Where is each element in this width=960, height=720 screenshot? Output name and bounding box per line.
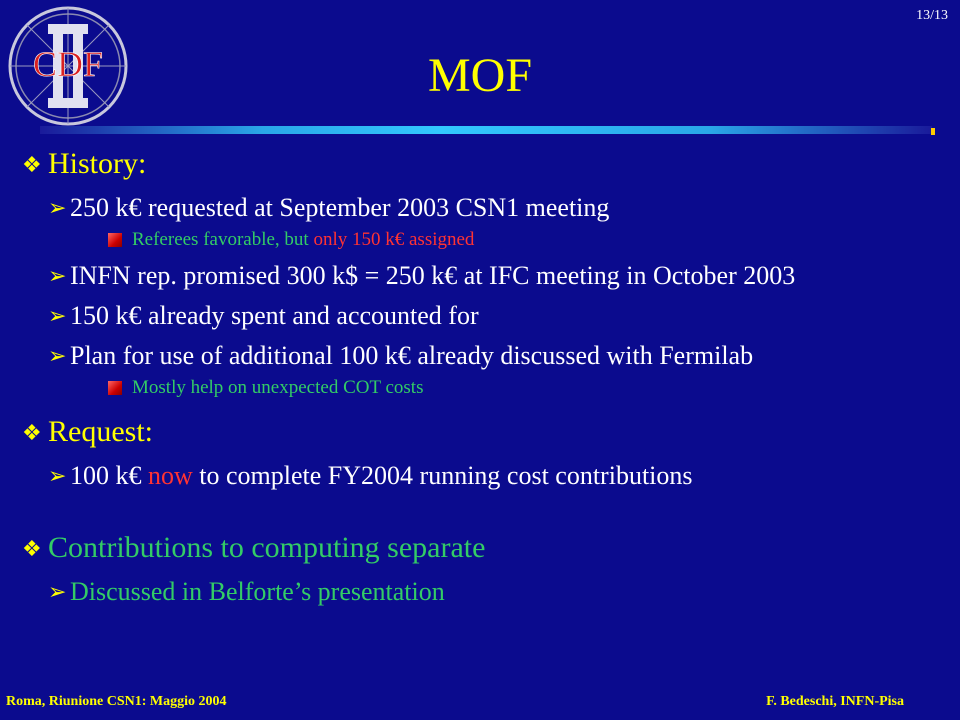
- divider-end-mark: [931, 128, 935, 135]
- spacer: [22, 492, 942, 524]
- history-sub-referees: [108, 228, 942, 252]
- bullet-history: [22, 146, 942, 184]
- footer-left: Roma, Riunione CSN1: Maggio 2004: [6, 694, 227, 709]
- sub-text: Mostly help on unexpected COT costs: [132, 377, 424, 398]
- history-item-spent: [48, 300, 942, 332]
- computing-item: [48, 576, 942, 608]
- slide-body: [22, 140, 942, 608]
- history-item-text: 150 k€ already spent and accounted for: [70, 301, 479, 330]
- bullet-computing-label: Contributions to computing separate: [48, 531, 486, 564]
- request-text-now: now: [148, 461, 193, 490]
- history-item-request: [48, 192, 942, 224]
- logo-text: CDF: [32, 44, 104, 84]
- sub-text: Referees favorable, but: [132, 229, 314, 250]
- request-text-c: to complete FY2004 running cost contributions: [192, 461, 693, 490]
- arrow-bullet-icon: ➢: [48, 303, 67, 328]
- bullet-computing: [22, 530, 942, 568]
- history-sub-cot: [108, 376, 942, 400]
- slide-title: MOF: [427, 49, 533, 102]
- arrow-bullet-icon: ➢: [48, 579, 67, 604]
- diamond-bullet-icon: ❖: [22, 536, 42, 561]
- history-item-text: Plan for use of additional 100 k€ already discussed with Fermilab: [70, 341, 754, 370]
- request-item: [48, 460, 942, 492]
- square-bullet-icon: [108, 233, 122, 247]
- title-divider: [40, 126, 932, 134]
- footer-right: F. Bedeschi, INFN-Pisa: [766, 694, 904, 709]
- bullet-history-label: History:: [48, 147, 147, 180]
- bullet-request-label: Request:: [48, 415, 153, 448]
- diamond-bullet-icon: ❖: [22, 152, 42, 177]
- bullet-request: [22, 414, 942, 452]
- computing-item-text: Discussed in Belforte’s presentation: [70, 577, 445, 606]
- arrow-bullet-icon: ➢: [48, 195, 67, 220]
- arrow-bullet-icon: ➢: [48, 463, 67, 488]
- arrow-bullet-icon: ➢: [48, 343, 67, 368]
- arrow-bullet-icon: ➢: [48, 263, 67, 288]
- history-item-text: INFN rep. promised 300 k$ = 250 k€ at IFC meeting in October 2003: [70, 261, 796, 290]
- sub-text-highlight: only 150 k€ assigned: [313, 229, 475, 250]
- history-item-infn: [48, 260, 942, 292]
- square-bullet-icon: [108, 381, 122, 395]
- history-item-plan: [48, 340, 942, 372]
- request-text-a: 100 k€: [70, 461, 148, 490]
- diamond-bullet-icon: ❖: [22, 420, 42, 445]
- page-number: 13/13: [916, 8, 948, 23]
- history-item-text: 250 k€ requested at September 2003 CSN1 meeting: [70, 193, 610, 222]
